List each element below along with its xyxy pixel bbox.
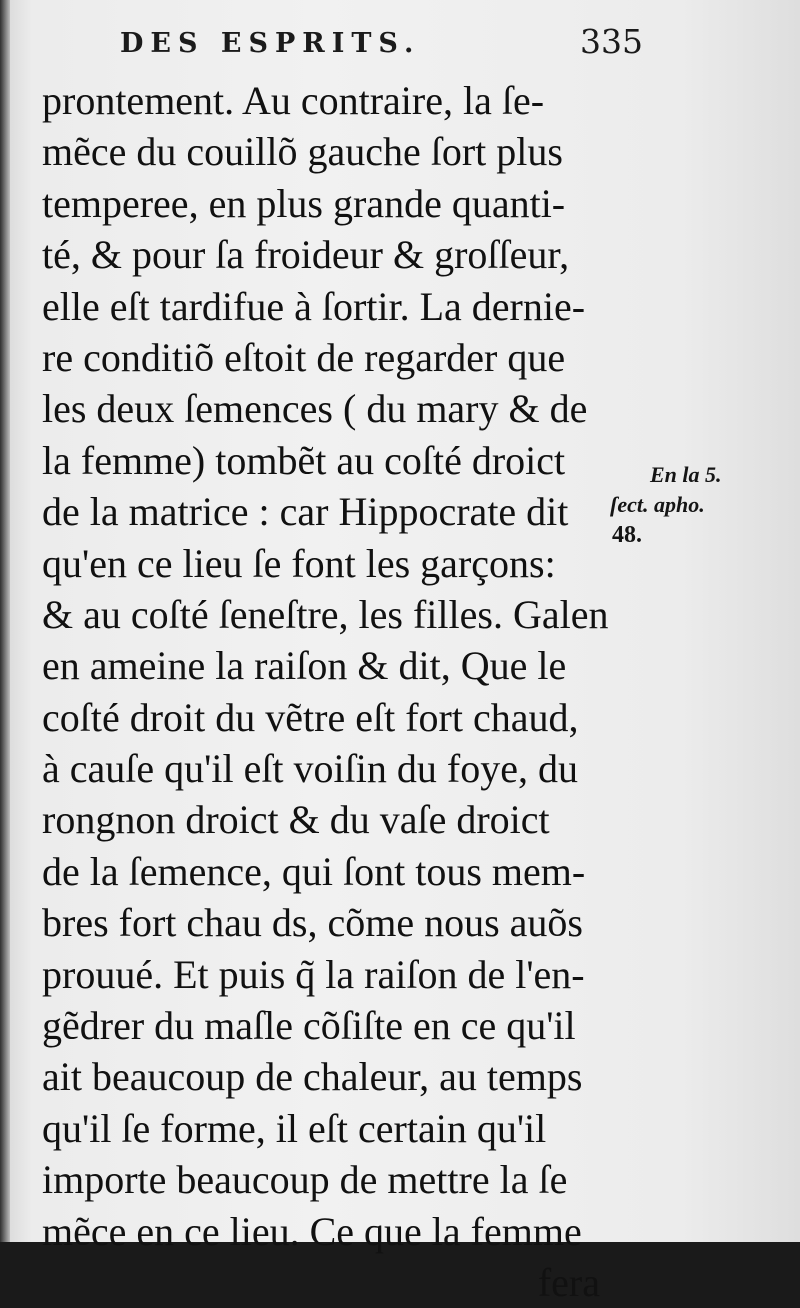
margin-note-line: 48. — [612, 522, 642, 548]
text-line: & au coſté ſeneſtre, les filles. Galen — [42, 591, 609, 637]
text-line: bres fort chau ds, cõme nous auõs — [42, 900, 583, 946]
text-line: de la matrice : car Hippocrate dit — [42, 489, 569, 535]
text-line: ait beaucoup de chaleur, au temps — [42, 1054, 583, 1100]
text-line: en ameine la raiſon & dit, Que le — [42, 643, 567, 689]
page-header — [110, 22, 643, 66]
text-line: les deux ſemences ( du mary & de — [42, 386, 588, 432]
text-line: coſté droit du vẽtre eſt fort chaud, — [42, 694, 579, 740]
text-line: temperee, en plus grande quanti- — [42, 180, 566, 226]
text-line: té, & pour ſa froideur & groſſeur, — [42, 232, 570, 278]
margin-note-line: En la 5. — [650, 462, 722, 487]
text-line: la femme) tombẽt au coſté droict — [42, 437, 566, 483]
page-number: 335 — [580, 22, 643, 61]
main-text — [42, 75, 642, 1308]
text-line: mẽce en ce lieu. Ce que la femme — [42, 1208, 582, 1254]
bleed-through-text — [630, 660, 800, 1120]
text-line: prontement. Au contraire, la ſe- — [42, 78, 545, 123]
catchword: fera — [537, 1259, 600, 1305]
text-line: gẽdrer du maſle cõſiſte en ce qu'il — [42, 1003, 576, 1049]
text-line: de la ſemence, qui ſont tous mem- — [42, 848, 586, 894]
text-line: à cauſe qu'il eſt voiſin du foye, du — [42, 746, 578, 792]
margin-note-line: ſect. apho. — [610, 492, 705, 517]
text-line: qu'il ſe forme, il eſt certain qu'il — [42, 1105, 547, 1151]
page-gutter — [0, 0, 10, 1242]
text-line: re conditiõ eſtoit de regarder que — [42, 334, 566, 380]
text-line: elle eſt tardifue à ſortir. La dernie- — [42, 283, 586, 329]
margin-note — [610, 460, 790, 550]
text-line: qu'en ce lieu ſe font les garçons: — [42, 540, 556, 586]
text-line: prouué. Et puis q̃ la raiſon de l'en- — [42, 951, 585, 997]
text-line: rongnon droict & du vaſe droict — [42, 797, 550, 843]
running-title: DES ESPRITS. — [120, 28, 421, 59]
text-line: mẽce du couillõ gauche ſort plus — [42, 129, 563, 175]
text-line: importe beaucoup de mettre la ſe — [42, 1157, 568, 1203]
